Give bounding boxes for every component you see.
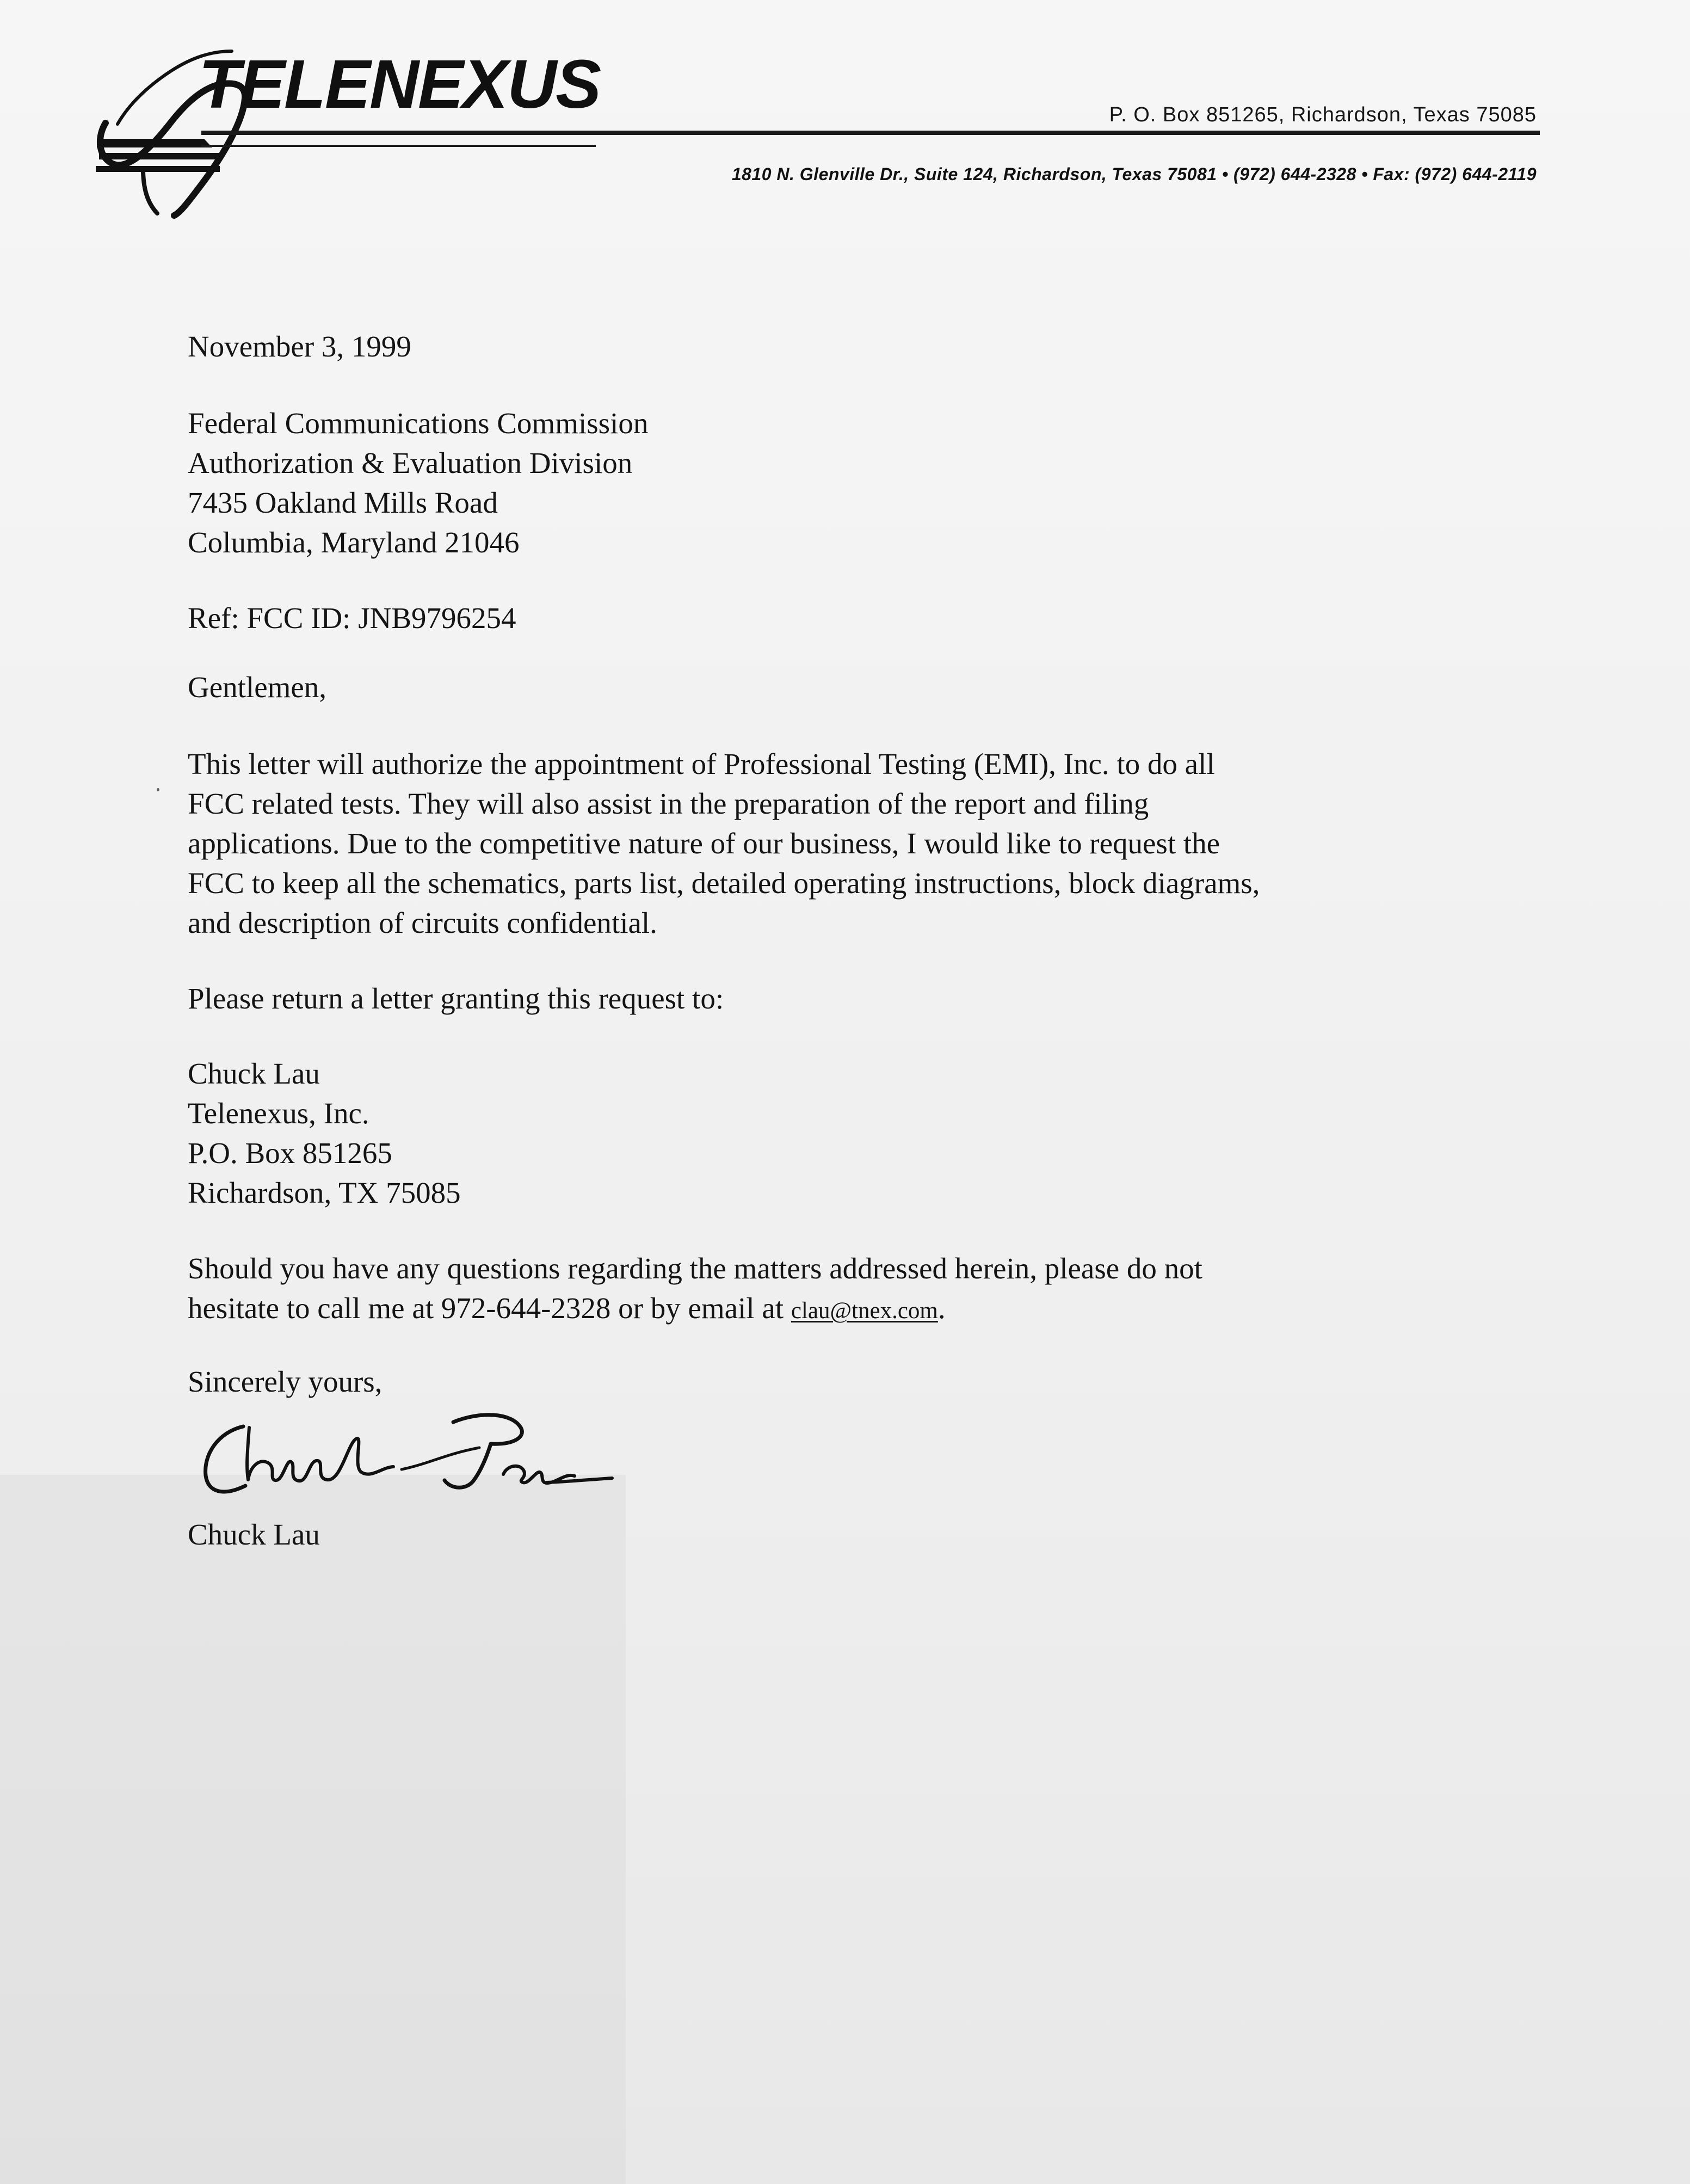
questions-line-2-suffix: . bbox=[937, 1291, 946, 1325]
letterhead bbox=[0, 0, 1690, 229]
salutation: Gentlemen, bbox=[188, 670, 327, 704]
paragraph-line-3: applications. Due to the competitive nature of our business, I would like to request the bbox=[188, 827, 1220, 860]
signer-name: Chuck Lau bbox=[188, 1518, 320, 1551]
questions-line-2-prefix: hesitate to call me at 972-644-2328 or by email at bbox=[188, 1291, 791, 1325]
company-logo-text: TELENEXUS bbox=[199, 46, 601, 122]
recipient-line-1: Federal Communications Commission bbox=[188, 407, 649, 440]
closing: Sincerely yours, bbox=[188, 1365, 383, 1398]
scan-shadow bbox=[0, 1475, 626, 2184]
letterhead-po-box: P. O. Box 851265, Richardson, Texas 75085 bbox=[1109, 103, 1537, 126]
recipient-line-4: Columbia, Maryland 21046 bbox=[188, 526, 520, 559]
request-line: Please return a letter granting this request to: bbox=[188, 982, 724, 1015]
paragraph-line-1: This letter will authorize the appointment of Professional Testing (EMI), Inc. to do all bbox=[188, 747, 1215, 780]
return-address bbox=[188, 1054, 1504, 1213]
scan-speck bbox=[157, 788, 159, 791]
recipient-line-3: 7435 Oakland Mills Road bbox=[188, 486, 498, 519]
letter-body bbox=[188, 327, 1504, 1554]
letter-date: November 3, 1999 bbox=[188, 330, 411, 363]
authorization-paragraph bbox=[188, 744, 1504, 943]
questions-line-1: Should you have any questions regarding the matters addressed herein, please do not bbox=[188, 1252, 1202, 1285]
questions-line-2 bbox=[188, 1288, 1504, 1331]
questions-paragraph bbox=[188, 1248, 1504, 1331]
paragraph-line-4: FCC to keep all the schematics, parts list, detailed operating instructions, block diagrams, bbox=[188, 866, 1260, 900]
letterhead-divider bbox=[201, 131, 1540, 135]
return-company: Telenexus, Inc. bbox=[188, 1097, 369, 1130]
signature-image bbox=[193, 1411, 618, 1509]
email-link[interactable]: clau@tnex.com bbox=[791, 1298, 938, 1324]
return-box: P.O. Box 851265 bbox=[188, 1136, 392, 1170]
letterhead-street-contact: 1810 N. Glenville Dr., Suite 124, Richardson, Texas 75081 • (972) 644-2328 • Fax: (972) 644-2119 bbox=[731, 164, 1537, 184]
reference-line: Ref: FCC ID: JNB9796254 bbox=[188, 601, 516, 635]
return-name: Chuck Lau bbox=[188, 1057, 320, 1090]
paragraph-line-2: FCC related tests. They will also assist in the preparation of the report and filing bbox=[188, 787, 1149, 820]
return-city: Richardson, TX 75085 bbox=[188, 1176, 461, 1209]
recipient-address bbox=[188, 403, 1504, 562]
letterhead-short-divider bbox=[201, 145, 596, 147]
paragraph-line-5: and description of circuits confidential. bbox=[188, 906, 657, 939]
recipient-line-2: Authorization & Evaluation Division bbox=[188, 446, 633, 479]
